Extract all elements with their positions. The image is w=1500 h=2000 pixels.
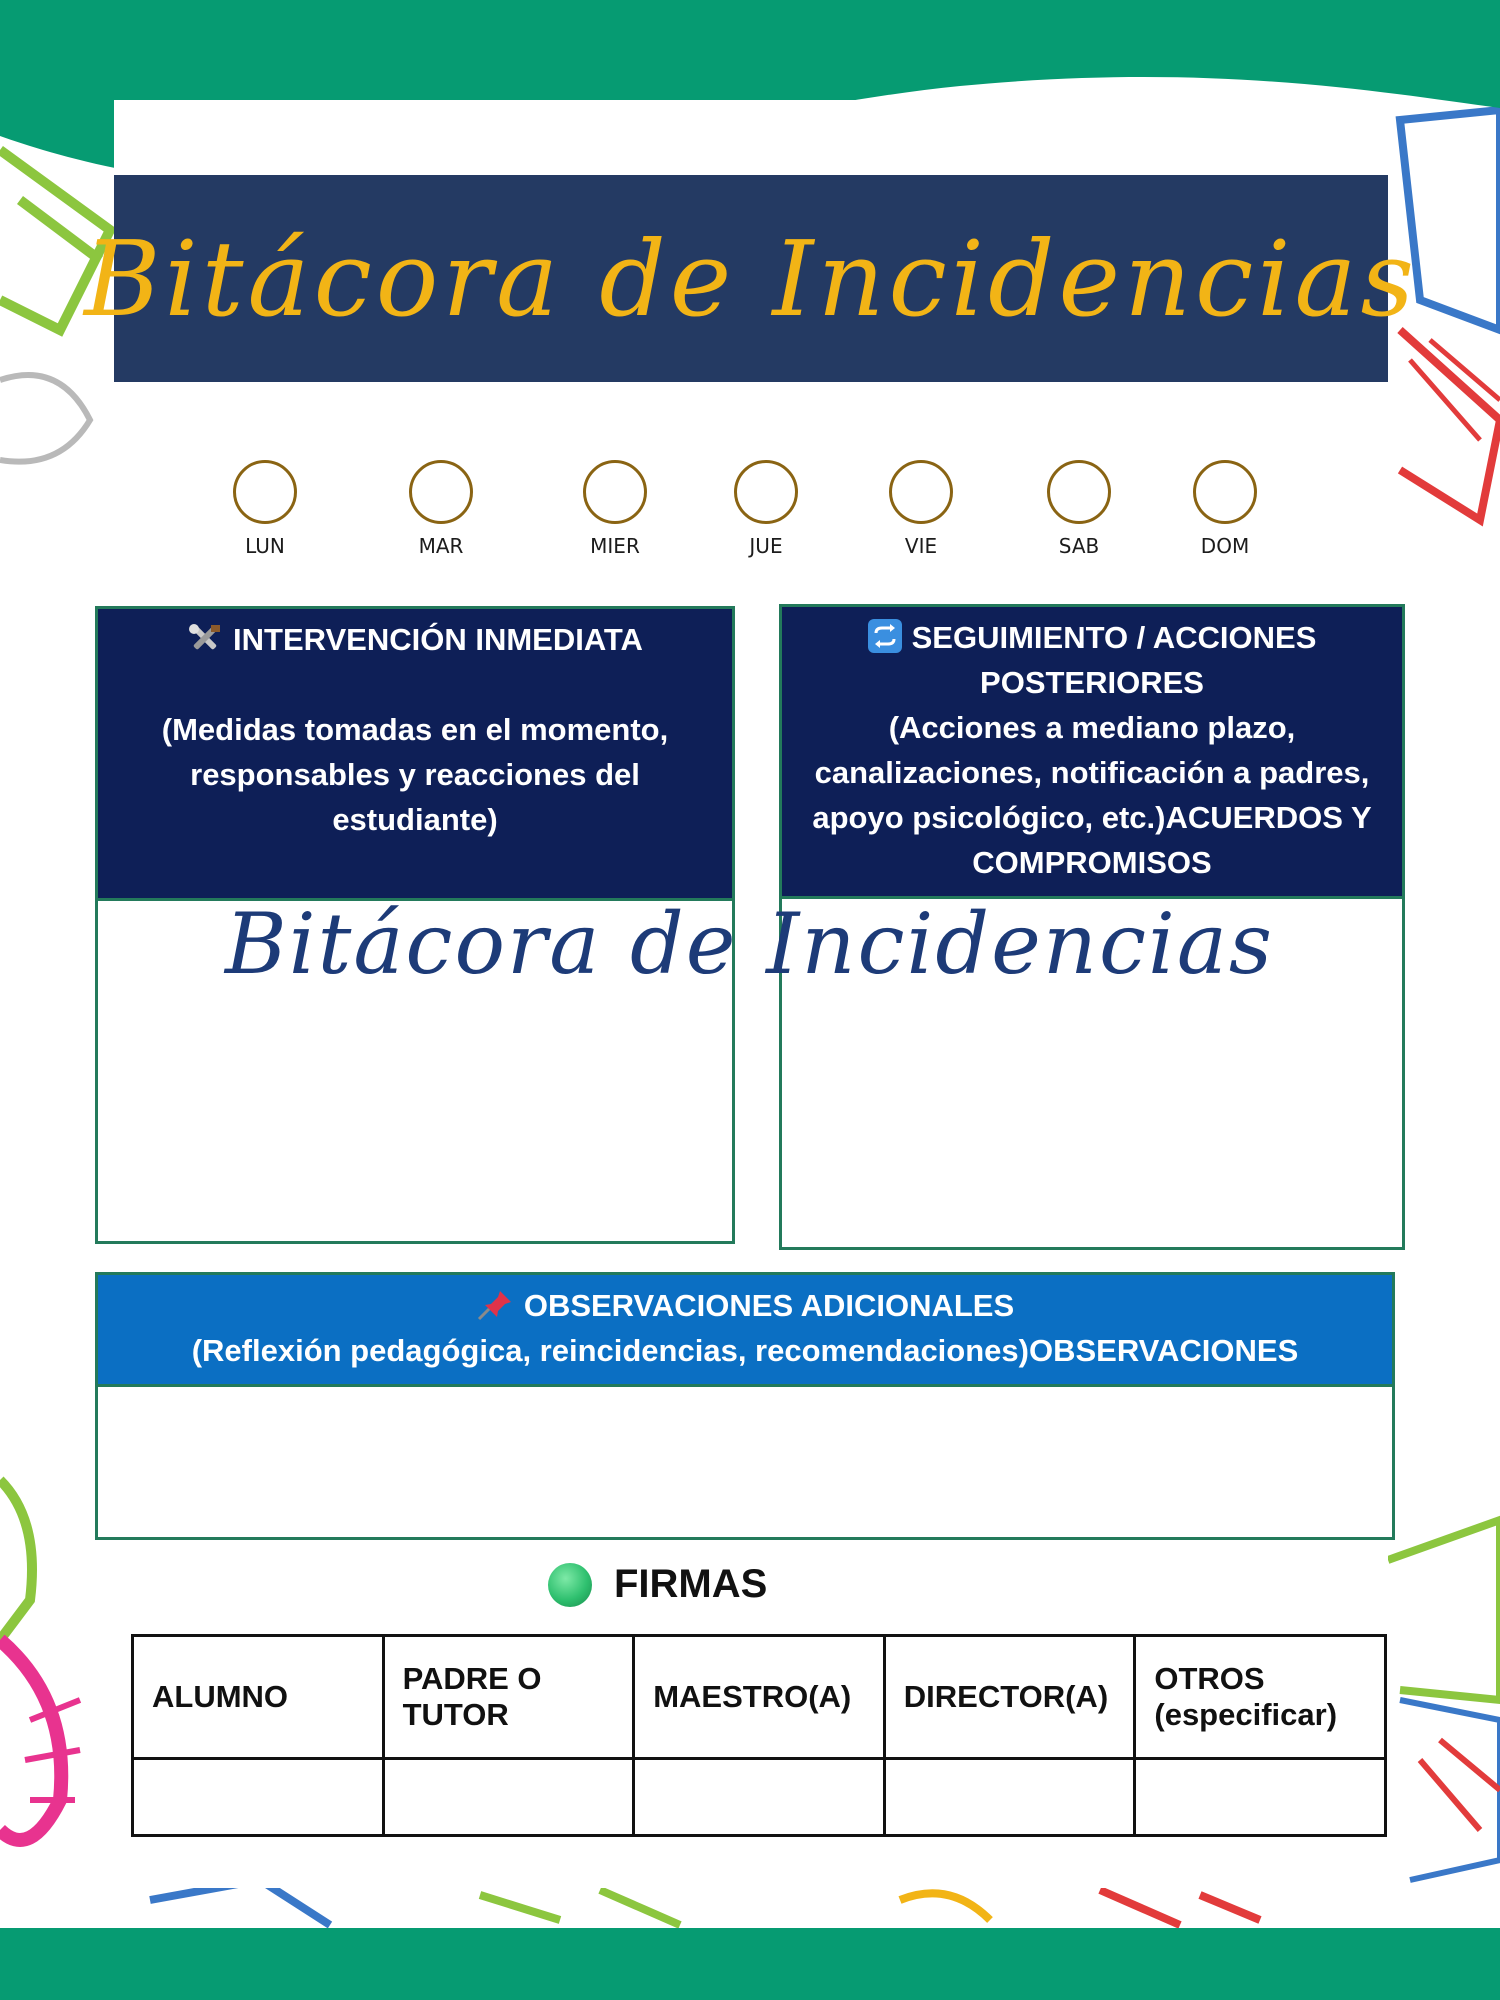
day-option-vie[interactable]: [866, 460, 976, 558]
signature-column-header: PADRE O TUTOR: [383, 1636, 634, 1759]
day-circle[interactable]: [233, 460, 297, 524]
day-circle[interactable]: [889, 460, 953, 524]
day-label: LUN: [245, 534, 285, 558]
followup-title-line: POSTERIORES: [980, 665, 1204, 700]
signatures-title: FIRMAS: [614, 1562, 768, 1606]
intervention-title: INTERVENCIÓN INMEDIATA: [233, 622, 643, 657]
followup-subtitle-line: (Acciones a mediano plazo,: [888, 710, 1296, 745]
day-circle[interactable]: [1193, 460, 1257, 524]
observations-title-row: [112, 1283, 1378, 1328]
table-row: [133, 1759, 1386, 1836]
table-header-row: [133, 1636, 1386, 1759]
day-option-sab[interactable]: [1024, 460, 1134, 558]
intervention-subtitle-line: estudiante): [332, 802, 498, 837]
signature-cell-alumno[interactable]: [133, 1759, 384, 1836]
header-spacer: [112, 662, 718, 707]
followup-title-line: SEGUIMIENTO / ACCIONES: [911, 620, 1317, 655]
day-label: DOM: [1200, 534, 1250, 558]
day-option-dom[interactable]: [1170, 460, 1280, 558]
title-banner: [84, 175, 1418, 382]
followup-subtitle-line: canalizaciones, notificación a padres,: [814, 755, 1370, 790]
signature-cell-padre[interactable]: [383, 1759, 634, 1836]
signature-cell-otros[interactable]: [1135, 1759, 1386, 1836]
intervention-title-row: [112, 617, 718, 662]
signature-cell-maestro[interactable]: [634, 1759, 885, 1836]
day-label: VIE: [904, 534, 938, 558]
signatures-heading: [548, 1562, 767, 1607]
pushpin-icon: [476, 1288, 514, 1322]
signature-cell-director[interactable]: [884, 1759, 1135, 1836]
observations-header: [98, 1275, 1392, 1387]
day-circle[interactable]: [583, 460, 647, 524]
green-circle-icon: [548, 1563, 592, 1607]
signatures-table: [131, 1634, 1387, 1837]
day-label: JUE: [749, 534, 783, 558]
day-label: SAB: [1058, 534, 1100, 558]
observations-section: [95, 1272, 1395, 1540]
day-circle[interactable]: [409, 460, 473, 524]
page-title: Bitácora de Incidencias: [84, 217, 1418, 340]
intervention-header: [98, 609, 732, 901]
day-option-mar[interactable]: [386, 460, 496, 558]
tools-icon: [187, 622, 223, 654]
signature-column-header: MAESTRO(A): [634, 1636, 885, 1759]
signature-column-header: OTROS (especificar): [1135, 1636, 1386, 1759]
day-label: MIER: [590, 534, 640, 558]
intervention-subtitle-line: responsables y reacciones del: [190, 757, 640, 792]
intervention-subtitle-line: (Medidas tomadas en el momento,: [161, 712, 669, 747]
cycle-arrows-icon: [868, 619, 902, 653]
followup-title-row: [796, 615, 1388, 660]
observations-subtitle: (Reflexión pedagógica, reincidencias, recomendaciones)OBSERVACIONES: [191, 1333, 1299, 1368]
day-label: MAR: [418, 534, 464, 558]
bottom-green-band: [0, 1928, 1500, 2000]
day-circle[interactable]: [1047, 460, 1111, 524]
signature-column-header: ALUMNO: [133, 1636, 384, 1759]
day-option-lun[interactable]: [210, 460, 320, 558]
followup-subtitle-line: COMPROMISOS: [972, 845, 1212, 880]
day-option-jue[interactable]: [711, 460, 821, 558]
followup-subtitle-line: apoyo psicológico, etc.)ACUERDOS Y: [812, 800, 1372, 835]
day-option-mier[interactable]: [560, 460, 670, 558]
watermark-title: Bitácora de Incidencias: [225, 895, 1275, 993]
signature-column-header: DIRECTOR(A): [884, 1636, 1135, 1759]
followup-header: [782, 607, 1402, 899]
observations-writing-area[interactable]: [98, 1387, 1392, 1537]
observations-title: OBSERVACIONES ADICIONALES: [523, 1288, 1015, 1323]
day-circle[interactable]: [734, 460, 798, 524]
